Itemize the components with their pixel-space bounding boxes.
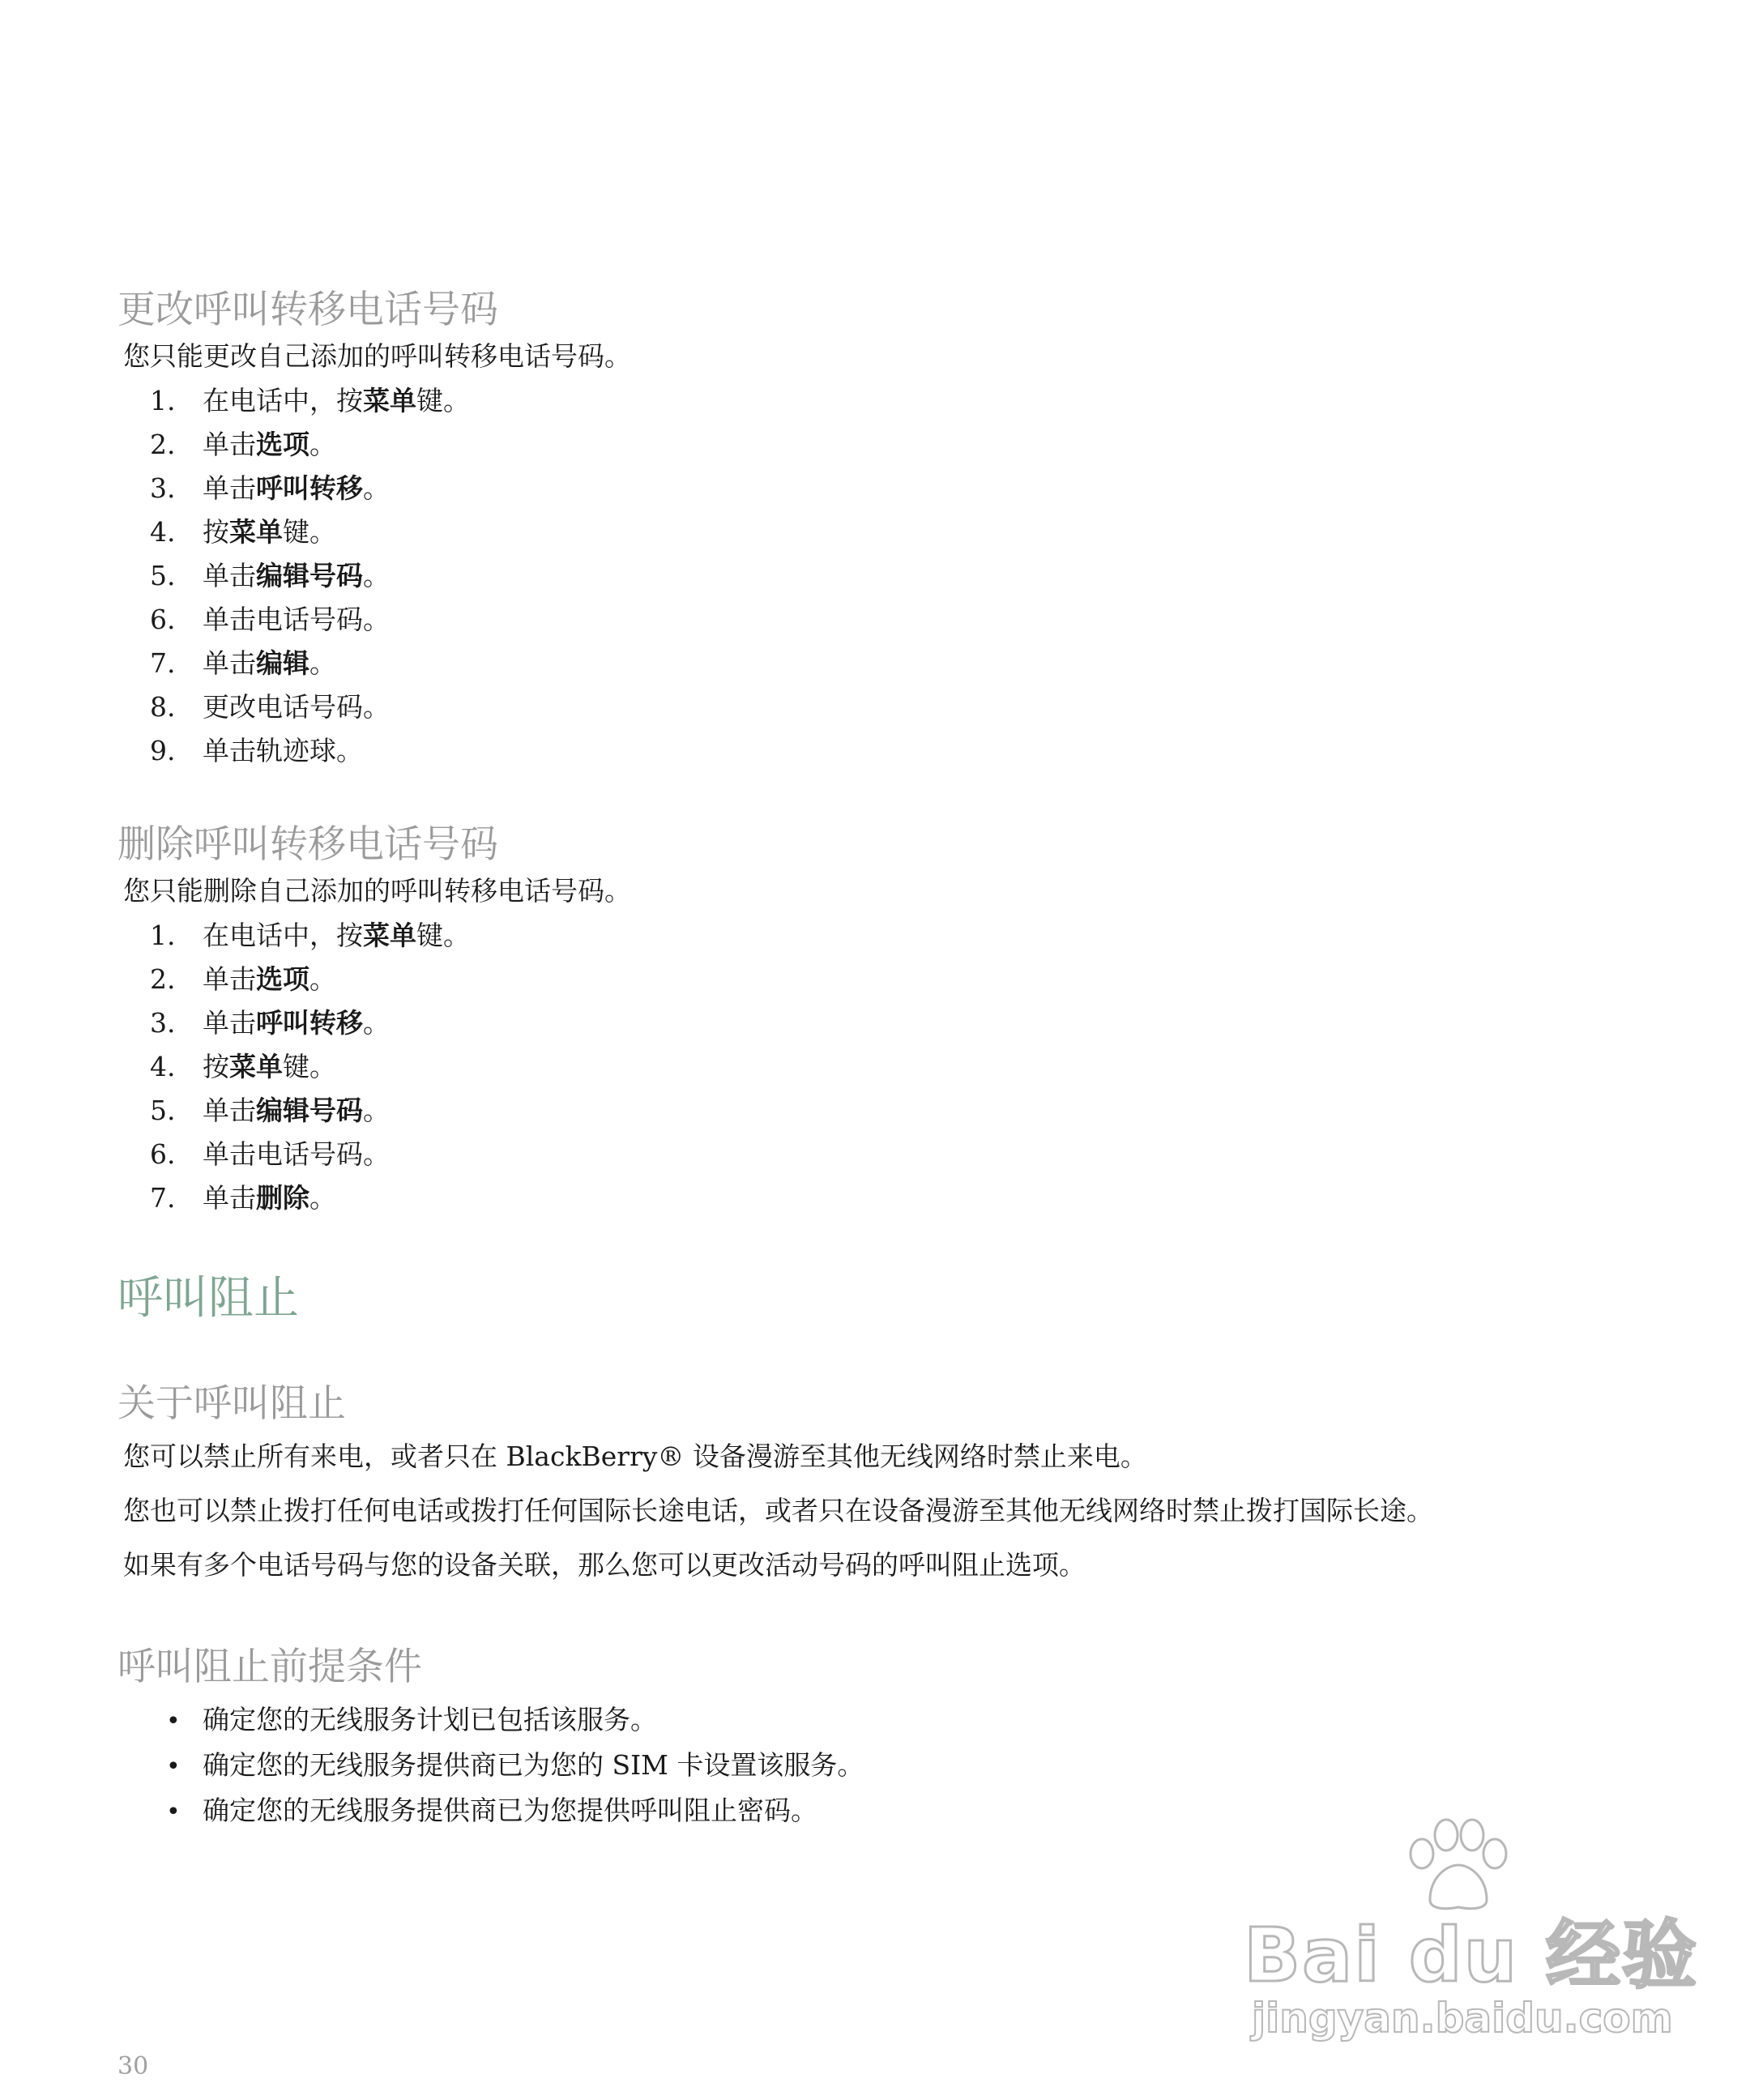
step-number: 4. xyxy=(150,516,176,548)
step-ui-term: 编辑号码 xyxy=(256,560,363,591)
bullet-icon: • xyxy=(166,1707,181,1735)
prerequisite-text: 确定您的无线服务提供商已为您提供呼叫阻止密码。 xyxy=(203,1795,817,1826)
step-text-end: 。 xyxy=(363,1007,390,1039)
step-number: 5. xyxy=(150,1095,176,1126)
step-number: 6. xyxy=(150,1138,176,1170)
step-text: 单击轨迹球。 xyxy=(203,735,363,766)
step-number: 6. xyxy=(150,604,176,635)
section-intro-delete: 您只能删除自己添加的呼叫转移电话号码。 xyxy=(123,875,631,907)
step-text: 在电话中，按 xyxy=(203,385,363,416)
bullet-icon: • xyxy=(166,1798,181,1826)
step-item xyxy=(150,1176,470,1220)
step-text: 单击 xyxy=(203,1095,256,1126)
step-number: 7. xyxy=(150,647,176,679)
step-text: 单击电话号码。 xyxy=(203,604,390,635)
step-item xyxy=(150,1045,470,1089)
list-item xyxy=(166,1743,864,1788)
step-text-end: 。 xyxy=(309,1182,336,1214)
step-number: 1. xyxy=(150,920,176,951)
step-text-end: 键。 xyxy=(283,516,336,548)
step-item xyxy=(150,510,470,554)
step-text: 单击 xyxy=(203,963,256,995)
step-item xyxy=(150,1089,470,1133)
step-text: 单击 xyxy=(203,647,256,679)
step-ui-term: 选项 xyxy=(256,963,309,995)
list-item xyxy=(166,1697,864,1743)
step-item xyxy=(150,554,470,598)
step-text-end: 。 xyxy=(363,560,390,591)
step-text-end: 。 xyxy=(363,1095,390,1126)
step-item xyxy=(150,598,470,642)
step-item xyxy=(150,1001,470,1045)
step-number: 9. xyxy=(150,735,176,766)
steps-list-change xyxy=(150,379,470,773)
step-item xyxy=(150,642,470,685)
step-number: 3. xyxy=(150,1007,176,1039)
step-text-end: 。 xyxy=(309,647,336,679)
watermark-brand: Bai du 经验 xyxy=(1244,1912,1699,1999)
step-ui-term: 呼叫转移 xyxy=(256,472,363,504)
prerequisites-list xyxy=(166,1697,864,1833)
chapter-title-call-barring: 呼叫阻止 xyxy=(117,1272,299,1325)
step-item xyxy=(150,379,470,423)
step-item xyxy=(150,685,470,729)
step-ui-term: 菜单 xyxy=(363,385,416,416)
page-number: 30 xyxy=(117,2052,149,2081)
step-number: 1. xyxy=(150,385,176,416)
step-number: 7. xyxy=(150,1182,176,1214)
section-title-about-call-barring: 关于呼叫阻止 xyxy=(117,1381,346,1426)
step-item xyxy=(150,914,470,958)
section-title-delete-forwarding-number: 删除呼叫转移电话号码 xyxy=(117,822,498,867)
step-text: 单击 xyxy=(203,472,256,504)
step-number: 2. xyxy=(150,429,176,460)
step-ui-term: 编辑 xyxy=(256,647,309,679)
step-text: 在电话中，按 xyxy=(203,920,363,951)
prerequisite-text: 确定您的无线服务提供商已为您的 SIM 卡设置该服务。 xyxy=(203,1749,864,1781)
step-ui-term: 呼叫转移 xyxy=(256,1007,363,1039)
about-paragraph-2: 您也可以禁止拨打任何电话或拨打任何国际长途电话，或者只在设备漫游至其他无线网络时禁止拨打国际长途。 xyxy=(123,1495,1433,1526)
step-item xyxy=(150,423,470,467)
step-ui-term: 菜单 xyxy=(229,516,283,548)
step-text-end: 键。 xyxy=(416,920,470,951)
step-text: 单击 xyxy=(203,1182,256,1214)
step-item xyxy=(150,467,470,510)
about-paragraph-3: 如果有多个电话号码与您的设备关联，那么您可以更改活动号码的呼叫阻止选项。 xyxy=(123,1549,1086,1581)
section-title-change-forwarding-number: 更改呼叫转移电话号码 xyxy=(117,288,498,332)
about-paragraph-1: 您可以禁止所有来电，或者只在 BlackBerry® 设备漫游至其他无线网络时禁止来电。 xyxy=(123,1441,1147,1472)
prerequisite-text: 确定您的无线服务计划已包括该服务。 xyxy=(203,1704,657,1735)
step-text: 按 xyxy=(203,1051,229,1082)
baidu-jingyan-watermark xyxy=(1244,1815,1699,2058)
step-number: 3. xyxy=(150,472,176,504)
step-text: 单击电话号码。 xyxy=(203,1138,390,1170)
step-ui-term: 选项 xyxy=(256,429,309,460)
step-ui-term: 删除 xyxy=(256,1182,309,1214)
step-item xyxy=(150,958,470,1001)
list-item xyxy=(166,1788,864,1833)
step-number: 5. xyxy=(150,560,176,591)
step-number: 2. xyxy=(150,963,176,995)
step-text: 单击 xyxy=(203,1007,256,1039)
step-text: 单击 xyxy=(203,429,256,460)
bullet-icon: • xyxy=(166,1752,181,1781)
steps-list-delete xyxy=(150,914,470,1220)
watermark-url: jingyan.baidu.com xyxy=(1252,1995,1673,2042)
step-item xyxy=(150,729,470,773)
step-number: 4. xyxy=(150,1051,176,1082)
step-text: 更改电话号码。 xyxy=(203,691,390,723)
section-title-prerequisites: 呼叫阻止前提条件 xyxy=(117,1645,422,1689)
step-text-end: 。 xyxy=(309,429,336,460)
step-ui-term: 菜单 xyxy=(229,1051,283,1082)
step-text: 单击 xyxy=(203,560,256,591)
step-ui-term: 菜单 xyxy=(363,920,416,951)
section-intro-change: 您只能更改自己添加的呼叫转移电话号码。 xyxy=(123,340,631,372)
step-text-end: 键。 xyxy=(416,385,470,416)
step-number: 8. xyxy=(150,691,176,723)
step-item xyxy=(150,1133,470,1176)
step-text-end: 。 xyxy=(363,472,390,504)
step-text-end: 键。 xyxy=(283,1051,336,1082)
step-ui-term: 编辑号码 xyxy=(256,1095,363,1126)
step-text: 按 xyxy=(203,516,229,548)
step-text-end: 。 xyxy=(309,963,336,995)
